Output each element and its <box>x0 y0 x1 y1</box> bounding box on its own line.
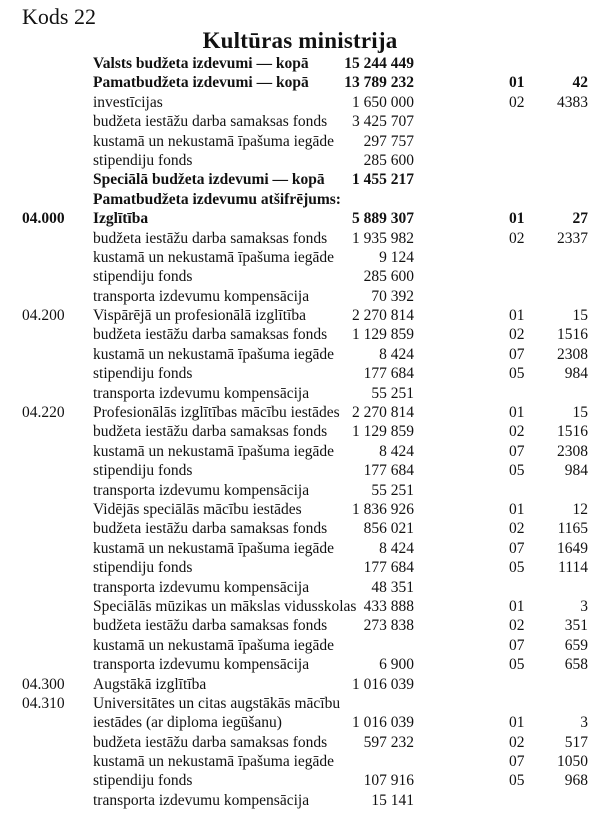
row-amount: 273 838 <box>363 617 414 635</box>
row-column-2: 659 <box>564 636 588 654</box>
row-name: transporta izdevumu kompensācija <box>93 384 310 402</box>
row-amount: 433 888 <box>363 597 414 615</box>
row-column-1: 02 <box>509 617 525 635</box>
row-column-1: 01 <box>509 597 525 615</box>
table-row <box>0 132 600 151</box>
table-row <box>0 597 600 616</box>
table-row <box>0 403 600 422</box>
row-amount: 48 351 <box>371 578 414 596</box>
table-row <box>0 539 600 558</box>
row-name: Pamatbudžeta izdevumu atšifrējums: <box>93 190 341 208</box>
row-column-2: 2308 <box>557 345 588 363</box>
table-row <box>0 73 600 92</box>
table-row <box>0 655 600 674</box>
table-row <box>0 616 600 635</box>
budget-table <box>0 54 600 810</box>
row-name: kustamā un nekustamā īpašuma iegāde <box>93 636 335 654</box>
row-column-2: 984 <box>564 365 588 383</box>
table-row <box>0 229 600 248</box>
row-name: stipendiju fonds <box>93 268 193 286</box>
row-column-1: 01 <box>509 74 525 92</box>
row-amount: 1 016 039 <box>352 714 414 732</box>
row-column-2: 2337 <box>557 229 588 247</box>
row-column-2: 517 <box>564 733 588 751</box>
row-column-1: 02 <box>509 93 525 111</box>
row-name: Speciālā budžeta izdevumi — kopā <box>93 171 325 189</box>
row-amount: 8 424 <box>379 442 414 460</box>
row-name: transporta izdevumu kompensācija <box>93 656 310 674</box>
row-column-2: 1114 <box>558 559 588 577</box>
row-amount: 9 124 <box>379 248 414 266</box>
row-column-1: 02 <box>509 326 525 344</box>
row-column-1: 02 <box>509 229 525 247</box>
table-row <box>0 500 600 519</box>
row-name: budžeta iestāžu darba samaksas fonds <box>93 617 328 635</box>
row-column-1: 05 <box>509 772 525 790</box>
row-column-1: 07 <box>509 636 525 654</box>
row-name: kustamā un nekustamā īpašuma iegāde <box>93 132 335 150</box>
row-name: budžeta iestāžu darba samaksas fonds <box>93 229 328 247</box>
row-amount: 55 251 <box>371 481 414 499</box>
row-name: stipendiju fonds <box>93 559 193 577</box>
row-column-1: 07 <box>509 442 525 460</box>
row-column-1: 05 <box>509 365 525 383</box>
row-code: 04.220 <box>22 404 65 422</box>
row-column-2: 1516 <box>557 326 588 344</box>
row-name: kustamā un nekustamā īpašuma iegāde <box>93 753 335 771</box>
page-title: Kultūras ministrija <box>202 28 398 53</box>
table-row <box>0 752 600 771</box>
row-amount: 3 425 707 <box>352 113 414 131</box>
row-name: transporta izdevumu kompensācija <box>93 481 310 499</box>
row-amount: 1 836 926 <box>352 500 414 518</box>
table-row <box>0 306 600 325</box>
table-row <box>0 791 600 810</box>
row-amount: 13 789 232 <box>344 74 414 92</box>
row-amount: 2 270 814 <box>352 404 414 422</box>
row-amount: 5 889 307 <box>352 210 414 228</box>
row-amount: 177 684 <box>363 462 414 480</box>
row-column-1: 05 <box>509 656 525 674</box>
row-amount: 15 244 449 <box>344 55 414 72</box>
row-amount: 856 021 <box>363 520 414 538</box>
row-column-2: 27 <box>572 210 588 228</box>
table-row <box>0 442 600 461</box>
row-column-1: 05 <box>509 462 525 480</box>
table-row <box>0 422 600 441</box>
table-row <box>0 151 600 170</box>
row-column-1: 01 <box>509 404 525 422</box>
row-column-1: 01 <box>509 500 525 518</box>
row-column-2: 1050 <box>557 753 588 771</box>
row-name: Vidējās speciālās mācību iestādes <box>93 500 302 518</box>
document-code: Kods 22 <box>22 4 96 29</box>
row-name: iestādes (ar diploma iegūšanu) <box>93 714 282 732</box>
row-name: stipendiju fonds <box>93 365 193 383</box>
table-row <box>0 170 600 189</box>
table-row <box>0 54 600 73</box>
row-name: budžeta iestāžu darba samaksas fonds <box>93 423 328 441</box>
table-row <box>0 384 600 403</box>
row-column-1: 01 <box>509 714 525 732</box>
row-name: transporta izdevumu kompensācija <box>93 578 310 596</box>
row-amount: 107 916 <box>363 772 414 790</box>
row-column-2: 3 <box>580 714 588 732</box>
row-name: kustamā un nekustamā īpašuma iegāde <box>93 248 335 266</box>
row-name: budžeta iestāžu darba samaksas fonds <box>93 520 328 538</box>
row-amount: 285 600 <box>363 151 414 169</box>
row-amount: 177 684 <box>363 365 414 383</box>
row-column-2: 15 <box>572 307 588 325</box>
row-code: 04.300 <box>22 675 65 693</box>
row-amount: 177 684 <box>363 559 414 577</box>
table-row <box>0 287 600 306</box>
row-name: investīcijas <box>93 93 163 111</box>
row-amount: 297 757 <box>363 132 414 150</box>
row-code: 04.200 <box>22 307 65 325</box>
row-column-2: 351 <box>564 617 588 635</box>
row-name: Vispārējā un profesionālā izglītība <box>93 307 306 325</box>
row-amount: 70 392 <box>371 287 414 305</box>
row-name: transporta izdevumu kompensācija <box>93 791 310 809</box>
row-amount: 6 900 <box>379 656 414 674</box>
row-column-1: 07 <box>509 539 525 557</box>
table-row <box>0 713 600 732</box>
table-row <box>0 461 600 480</box>
row-column-2: 658 <box>564 656 588 674</box>
row-column-1: 02 <box>509 520 525 538</box>
row-column-2: 42 <box>572 74 588 92</box>
table-row <box>0 112 600 131</box>
row-name: Valsts budžeta izdevumi — kopā <box>93 55 309 72</box>
row-name: budžeta iestāžu darba samaksas fonds <box>93 113 328 131</box>
row-amount: 1 129 859 <box>352 423 414 441</box>
table-row <box>0 248 600 267</box>
row-name: kustamā un nekustamā īpašuma iegāde <box>93 442 335 460</box>
row-column-1: 01 <box>509 210 525 228</box>
row-name: Izglītība <box>93 210 149 228</box>
table-row <box>0 636 600 655</box>
row-column-2: 12 <box>572 500 588 518</box>
row-name: Profesionālās izglītības mācību iestādes <box>93 404 340 422</box>
row-code: 04.000 <box>22 210 65 228</box>
row-column-1: 01 <box>509 307 525 325</box>
table-row <box>0 733 600 752</box>
row-amount: 8 424 <box>379 345 414 363</box>
row-column-2: 968 <box>564 772 588 790</box>
row-code: 04.310 <box>22 694 65 712</box>
row-name: stipendiju fonds <box>93 772 193 790</box>
row-column-1: 02 <box>509 733 525 751</box>
row-name: budžeta iestāžu darba samaksas fonds <box>93 326 328 344</box>
row-column-1: 05 <box>509 559 525 577</box>
row-amount: 597 232 <box>363 733 414 751</box>
row-amount: 8 424 <box>379 539 414 557</box>
table-row <box>0 325 600 344</box>
row-column-2: 3 <box>580 597 588 615</box>
row-amount: 1 016 039 <box>352 675 414 693</box>
row-column-2: 1165 <box>557 520 588 538</box>
row-column-2: 4383 <box>557 93 588 111</box>
row-column-1: 07 <box>509 753 525 771</box>
row-name: Augstākā izglītība <box>93 675 207 693</box>
row-column-2: 1649 <box>557 539 588 557</box>
table-row <box>0 771 600 790</box>
table-row <box>0 267 600 286</box>
row-name: Pamatbudžeta izdevumi — kopā <box>93 74 309 92</box>
row-name: stipendiju fonds <box>93 462 193 480</box>
table-row <box>0 675 600 694</box>
table-row <box>0 481 600 500</box>
row-amount: 1 650 000 <box>352 93 414 111</box>
table-row <box>0 190 600 209</box>
row-amount: 285 600 <box>363 268 414 286</box>
table-row <box>0 364 600 383</box>
row-name: Universitātes un citas augstākās mācību <box>93 694 341 712</box>
row-amount: 1 129 859 <box>352 326 414 344</box>
row-name: Speciālās mūzikas un mākslas vidusskolas <box>93 597 357 615</box>
row-amount: 2 270 814 <box>352 307 414 325</box>
row-column-2: 1516 <box>557 423 588 441</box>
row-column-2: 2308 <box>557 442 588 460</box>
table-row <box>0 519 600 538</box>
row-name: budžeta iestāžu darba samaksas fonds <box>93 733 328 751</box>
row-column-1: 02 <box>509 423 525 441</box>
row-name: transporta izdevumu kompensācija <box>93 287 310 305</box>
row-column-1: 07 <box>509 345 525 363</box>
row-amount: 1 455 217 <box>352 171 414 189</box>
row-column-2: 984 <box>564 462 588 480</box>
table-row <box>0 578 600 597</box>
row-amount: 1 935 982 <box>352 229 414 247</box>
row-amount: 55 251 <box>371 384 414 402</box>
table-row <box>0 558 600 577</box>
row-column-2: 15 <box>572 404 588 422</box>
table-row <box>0 694 600 713</box>
row-name: kustamā un nekustamā īpašuma iegāde <box>93 345 335 363</box>
row-name: stipendiju fonds <box>93 151 193 169</box>
row-name: kustamā un nekustamā īpašuma iegāde <box>93 539 335 557</box>
table-row <box>0 93 600 112</box>
row-amount: 15 141 <box>371 791 414 809</box>
table-row <box>0 209 600 228</box>
table-row <box>0 345 600 364</box>
